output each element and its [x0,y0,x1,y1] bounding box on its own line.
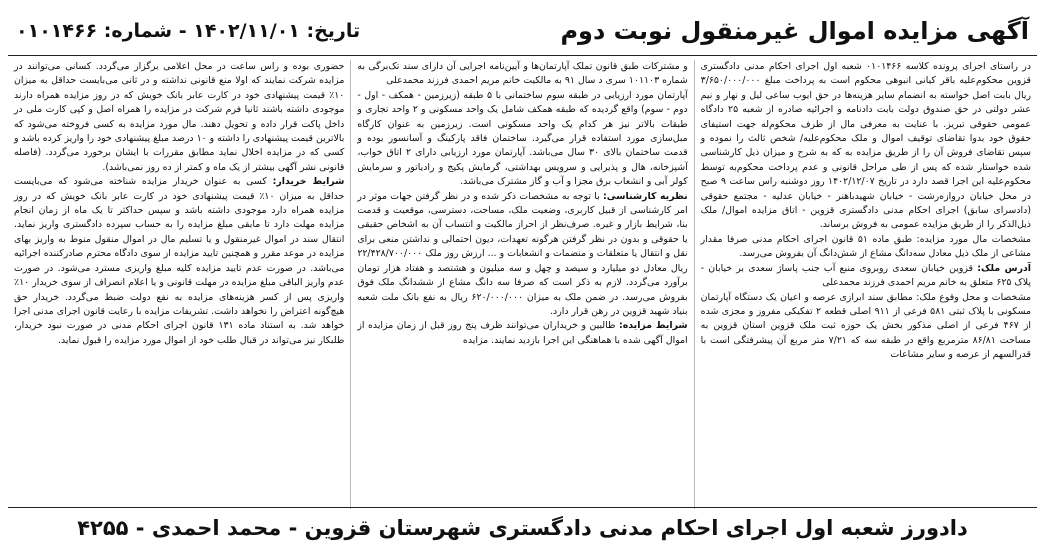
paragraph: مشخصات مال مورد مزایده: طبق ماده ۵۱ قانون اجرای احکام مدنی صرفا مقدار مشاعی از ملک ذیل معادل سه‌دانگ مشاع از شش‌دانگ آن بفروش می‌رسد. [700,233,1032,260]
paragraph-label: آدرس ملک: [977,262,1032,274]
paragraph: و مشترکات طبق قانون تملک آپارتمان‌ها و آیین‌نامه اجرایی آن دارای سند تک‌برگی به شماره ۱۰۱۱۰۳ سری د سال ۹۱ به مالکیت خانم مریم احمدی فرزند محمدعلی [357,61,688,87]
notice-title: آگهی مزایده اموال غیرمنقول نوبت دوم [560,16,1029,45]
paragraph [357,319,687,348]
paragraph [14,175,344,348]
column-middle [351,60,694,509]
paragraph-text: طالبین و خریداران می‌توانند ظرف پنج روز قبل از زمان مزایده از اموال آگهی شده با هماهنگی این اجرا بازدید نمایند. مزایده [357,320,688,346]
paragraph: آپارتمان مورد ارزیابی در طبقه سوم ساختمانی با ۵ طبقه (زیرزمین - همکف - اول - دوم - سوم) واقع گردیده که طبقه همکف شامل یک واحد مسکونی و ۲ واحد تجاری و طبقات بالاتر نیز هر کدام یک واحد مسکونی است. زیرزمین به عنوان کارگاه مبل‌سازی مورد استفاده قرار می‌گیرد. ساختمان فاقد پارکینگ و آسانسور بوده و قدمت ساختمان بالای ۳۰ سال می‌باشد. آپارتمان مورد ارزیابی دارای ۲ اتاق خواب، آشپزخانه، هال و پذیرایی و سرویس بهداشتی، گرمایش پکیج و رادیاتور و سرمایش کولر آبی و انشعاب برق مجزا و آب و گاز مشترک می‌باشد. [357,89,688,188]
paragraph-text: کسی به عنوان خریدار مزایده شناخته می‌شود که می‌بایست حداقل به میزان ۱۰٪ قیمت پیشنهادی خود در کارت عابر بانک خویش که در روز مزایده همراه دارد موجودی داشته باشد و سپس حداکثر تا یک ماه از زمان انجام مزایده مهلت دارد تا مابقی مبلغ مزایده را به حساب سپرده دادگستری واریز نماید. انتقال سند در اموال غیرمنقول و یا تسلیم مال در اموال منقول منوط به واریز بهای مزایده در موعد مقرر و همچنین تایید مزایده از سوی دادگاه محترم صادرکننده اجرائیه می‌باشد. در صورت عدم تایید مزایده کلیه مبلغ واریزی مسترد می‌شود. در صورت عدم واریز الباقی مبلغ مزایده در مهلت قانونی و یا اعلام انصراف از سوی خریدار ۱۰٪ واریزی پس از کسر هزینه‌های مزایده به نفع دولت ضبط می‌گردد. خریدار حق هیچ‌گونه اعتراض را نخواهد داشت. تشریفات مزایده با رعایت قانون اجرای مدنی اجرا خواهد شد. به استناد ماده ۱۳۱ قانون اجرای احکام مدنی در صورت نبود خریدار، طلبکار نیز می‌تواند در قبال طلب خود از اموال مورد مزایده را قبول نماید. [14,176,345,346]
date-and-number: تاریخ: ۱۴۰۲/۱۱/۰۱ - شماره: ۰۱۰۱۴۶۶ [16,19,361,42]
paragraph-label: شرایط مزایده: [618,320,688,332]
paragraph-label: شرایط خریدار: [272,176,345,188]
paragraph: مشخصات و محل وقوع ملک: مطابق سند ابرازی عرصه و اعیان یک دستگاه آپارتمان مسکونی با پلاک ثبتی ۵۸۱ فرعی از ۹۱۱ اصلی قطعه ۲ تفکیکی مفروز و مجزی شده از ۴۶۷ فرعی از اصلی مذکور بخش یک حوزه ثبت ملک قزوین استان قزوین به مساحت ۸۶/۸۱ مترمربع واقع در طبقه سه که ۷/۲۱ متر مربع آن پیشرفتگی است با قدرالسهم از عرصه و سایر مشاعات [700,291,1031,361]
paragraph-text: با توجه به مشخصات ذکر شده و در نظر گرفتن جهات موثر در امر کارشناسی از قبیل کاربری، وضعیت ملک، مساحت، دسترسی، موقعیت و قدمت بنا، شرایط بازار و غیره. صرف‌نظر از احراز مالکیت و انتساب آن به اشخاص حقیقی یا حقوقی و بدون در نظر گرفتن هرگونه تعهدات، دیون احتمالی و نداشتن منعی برای نقل و انتقال یا متعلقات و منضمات و انشعابات و ... ارزش روز ملک ۲۲/۴۲۸/۷۰۰/۰۰۰ ریال معادل دو میلیارد و سیصد و چهل و سه میلیون و هشتصد و هفتاد هزار تومان برآورد می‌گردد. لازم به ذکر است که صرفا سه دانگ مشاع از ششدانگ ملک فوق بفروش می‌رسد. در ضمن ملک به میزان ۶۲۰/۰۰۰/۰۰۰ ریال به نفع بانک ملت شعبه بنیاد شهید قزوین در رهن قرار دارد. [357,190,688,317]
notice-header [8,6,1037,56]
paragraph [357,190,687,320]
paragraph-text: قزوین خیابان سعدی روبروی منبع آب جنب پاساژ سعدی بر خیابان - پلاک ۶۲۵ متعلق به خانم مریم احمدی فرزند محمدعلی [700,262,1031,289]
paragraph: در راستای اجرای پرونده کلاسه ۰۱۰۱۴۶۶ شعبه اول اجرای احکام مدنی دادگستری قزوین محکوم‌علیه باقر کیانی انبوهی محکوم است به پرداخت مبلغ ۳/۶۵۰/۰۰۰/۰۰۰ ریال بابت اصل خواسته به انضمام سایر هزینه‌ها در حق ایوب ساعی لیل و نهار و نیم عشر دولتی در حق صندوق دولت بابت دادنامه و اجرائیه صادره از شعبه ۲۵ دادگاه عمومی حقوقی تبریز. با عنایت به معرفی مال از طرف محکوم‌له جهت استیفای حقوق خود بدوا تقاضای توقیف اموال و ملک محکوم‌علیه/ شخص ثالث را نموده و سپس تقاضای فروش آن را از طریق مزایده به که به شرح و میزان ذیل کارشناسی شده خواستار شده که پس از طی مراحل قانونی و عدم پرداخت محکوم‌به توسط محکوم‌علیه این اجرا قصد دارد در تاریخ ۱۴۰۲/۱۲/۰۷ روز دوشنبه راس ساعت ۹ صبح در محل خیابان دروازه‌رشت - خیابان شهیدباهنر - خیابان عدلیه - مجتمع حقوقی (دادسرای سابق) اجرای احکام مدنی دادگستری قزوین - اتاق مزایده اموال/ ملک ذیل‌الذکر را از طریق مزایده عمومی به فروش برساند. [700,61,1031,231]
paragraph [701,262,1031,291]
column-right [695,60,1037,509]
paragraph-label: نظریه کارشناسی: [603,190,688,202]
notice-columns [8,60,1037,509]
column-left [8,60,351,509]
notice-footer-signature: دادورز شعبه اول اجرای احکام مدنی دادگستری شهرستان قزوین - محمد احمدی - ۴۲۵۵ [8,507,1037,547]
paragraph: حضوری بوده و راس ساعت در محل اعلامی برگزار می‌گردد. کسانی می‌توانند در مزایده شرکت نمایند که اولا منع قانونی نداشته و در ثانی می‌بایست حداقل به میزان ۱۰٪ قیمت پیشنهادی خود در کارت عابر بانک خویش که در روز مزایده همراه دارند موجودی داشته باشند ثانیا فرم شرکت در مزایده را همراه اصل و کپی کارت ملی در داخل پاکت قرار داده و تحویل دهند. مال مورد مزایده به کسی فروخته می‌شود که بالاترین قیمت پیشنهادی را داشته و ۱۰ درصد مبلغ پیشنهادی خود را واریز کرده باشد و کسی که در مزایده اخلال نماید مطابق مقررات با ایشان برخورد می‌گردد. (فاصله قانونی نشر آگهی بیشتر از یک ماه و کمتر از ده روز نمی‌باشد). [14,61,345,173]
